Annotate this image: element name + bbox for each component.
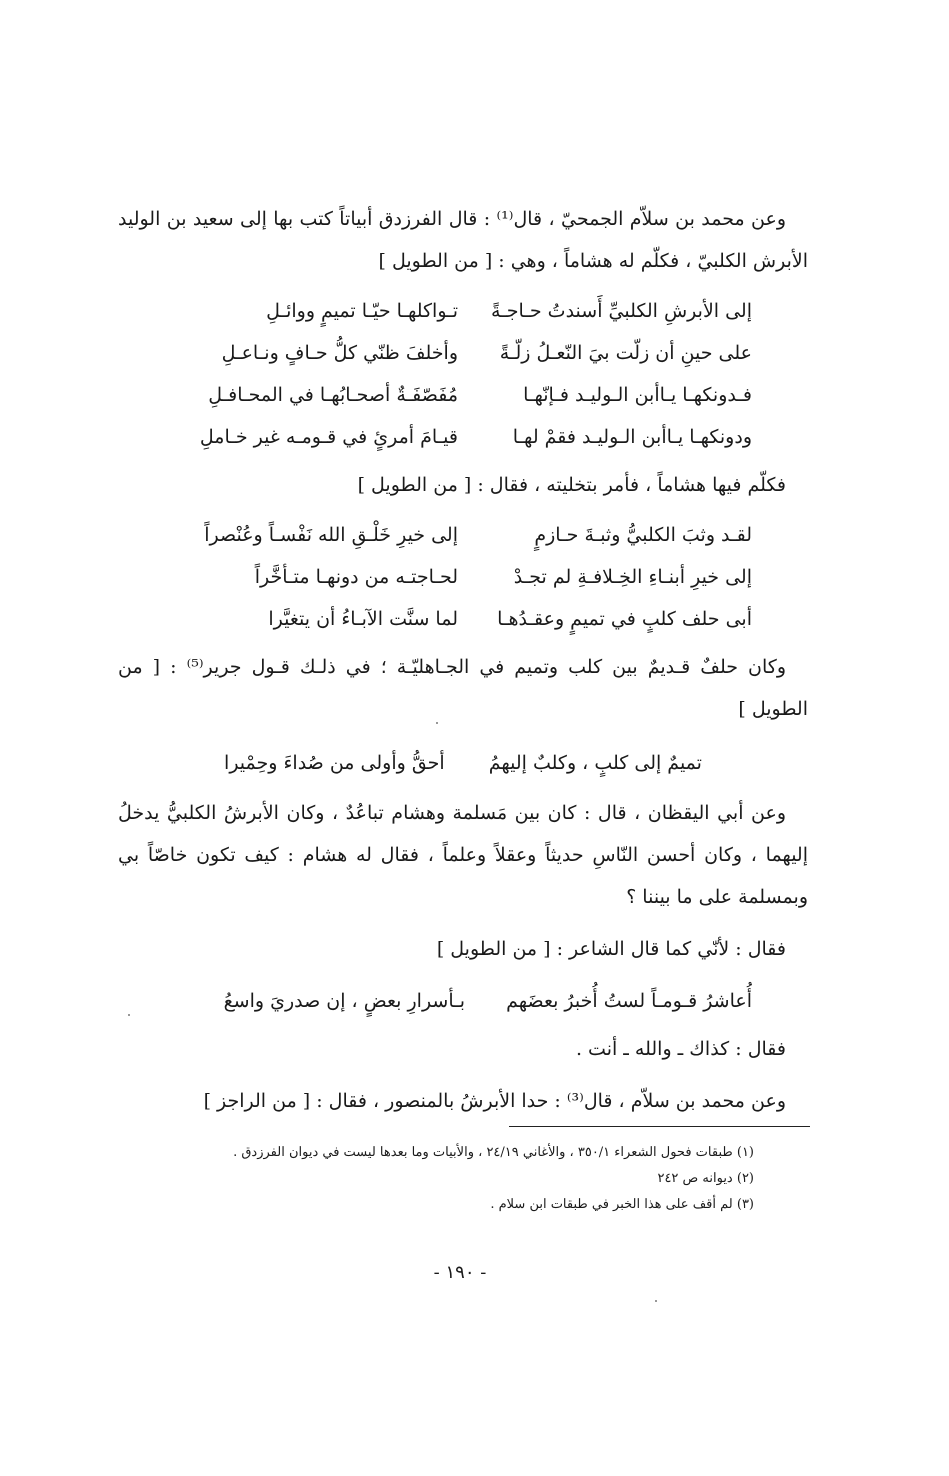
verse-first-hemistich: إلى خيرِ أبنـاءِ الخِـلافـةِ لم تجـدْ <box>513 566 752 588</box>
verse-first-hemistich: ودونكهـا يـاأبن الـوليـد فقمْ لهـا <box>512 426 752 448</box>
verse-first-hemistich: على حينِ أن زلّت بيَ النّعـلُ زلّـةً <box>499 342 752 364</box>
verse-line <box>118 514 808 556</box>
poem-poet <box>118 980 808 1022</box>
poem-farazdaq <box>118 290 808 458</box>
verse-line <box>118 290 808 332</box>
verse-first-hemistich: فـدونكهـا يـاأبن الـوليـد فـإنّهـا <box>523 384 752 406</box>
poem-jarir <box>118 742 808 784</box>
footnote-1: (١) طبقات فحول الشعراء ٣٥٠/١ ، والأغاني ٢٤/١٩ ، والأبيات وما بعدها ليست في ديوان الفرزدق . <box>233 1145 754 1160</box>
footnotes <box>118 1140 754 1218</box>
verse-second-hemistich: إلى خيرِ خَلْـقِ الله نَفْسـاً وعُنْصراً <box>204 524 458 546</box>
verse-line <box>118 374 808 416</box>
paragraph-hisham-answer: فقال : كذاك ـ والله ـ أنت . <box>575 1038 786 1060</box>
verse-line <box>118 416 808 458</box>
verse-second-hemistich: لحـاجتـه من دونهـا متـأخَّراً <box>254 566 458 588</box>
verse-first-hemistich: تميمٌ إلى كلبٍ ، وكلبٌ إليهمُ <box>488 752 702 774</box>
poem-thanks <box>118 514 808 640</box>
scan-speck <box>655 1300 657 1302</box>
page-body <box>118 198 808 1122</box>
verse-first-hemistich: أُعاشرُ قـومـاً لستُ أُخبرُ بعضَهم <box>506 990 752 1012</box>
paragraph-alliance: وكان حلفٌ قـديمٌ بين كلب وتميم في الجـاهليّـة ؛ في ذلـك قـول جرير⁽⁵⁾ : [ من الطويل ] <box>118 656 808 720</box>
footnote-3: (٣) لم أقف على هذا الخبر في طبقات ابن سلام . <box>490 1197 754 1212</box>
footnote-2: (٢) ديوانه ص ٢٤٢ <box>657 1171 754 1186</box>
verse-first-hemistich: إلى الأبرشِ الكلبيِّ أَسندتُ حـاجـةً <box>491 300 752 322</box>
verse-second-hemistich: وأخلفَ ظنّي كلُّ حـافٍ ونـاعـلِ <box>221 342 458 364</box>
verse-second-hemistich: تـواكلهـا حيّـا تميمٍ ووائـلِ <box>266 300 458 322</box>
paragraph-abu-yaqzan: وعن أبي اليقظان ، قال : كان بين مَسلمة وهشام تباعُدٌ ، وكان الأبرشُ الكلبيُّ يدخلُ إليهما ، وكان أحسن النّاسِ حديثاً وعقلاً وعلماً ، فقال له هشام : كيف تكون خاصّاً بي وبمسلمة على ما بيننا ؟ <box>118 802 808 908</box>
verse-second-hemistich: أحقُّ وأولى من صُداءَ وحِمْيرا <box>224 752 445 774</box>
verse-first-hemistich: أبى حلف كلبٍ في تميمٍ وعقـدُهـا <box>497 608 752 630</box>
verse-second-hemistich: لما سنَّت الآبـاءُ أن يتغيَّرا <box>268 608 458 630</box>
paragraph-reply: فقال : لأنّي كما قال الشاعر : [ من الطويل ] <box>436 938 786 960</box>
verse-first-hemistich: لقـد وثبَ الكلبيُّ وثبـةَ حـازمٍ <box>534 524 752 546</box>
scan-speck <box>436 722 438 724</box>
paragraph-mansur: وعن محمد بن سلاّم ، قال⁽³⁾ : حدا الأبرشُ بالمنصور ، فقال : [ من الراجز ] <box>203 1090 786 1112</box>
verse-second-hemistich: بـأسرارِ بعضٍ ، إن صدريَ واسعُ <box>223 990 465 1012</box>
verse-line <box>118 598 808 640</box>
verse-line <box>118 556 808 598</box>
scan-speck <box>128 1014 130 1016</box>
page-number: - ١٩٠ - <box>433 1262 487 1283</box>
paragraph-release: فكلّم فيها هشاماً ، فأمر بتخليته ، فقال : [ من الطويل ] <box>357 474 786 496</box>
paragraph-intro: وعن محمد بن سلاّم الجمحيّ ، قال⁽¹⁾ : قال الفرزدق أبياتاً كتب بها إلى سعيد بن الوليد الأبرش الكلبيّ ، فكلّم له هشاماً ، وهي : [ من الطويل ] <box>118 208 808 272</box>
verse-second-hemistich: قيـامَ أمرئٍ في قـومـه غير خـاملِ <box>199 426 458 448</box>
footnote-divider <box>509 1126 810 1127</box>
verse-line <box>118 332 808 374</box>
verse-second-hemistich: مُفَصّفَـةٌ أصحـابُهـا في المحـافـلِ <box>208 384 458 406</box>
